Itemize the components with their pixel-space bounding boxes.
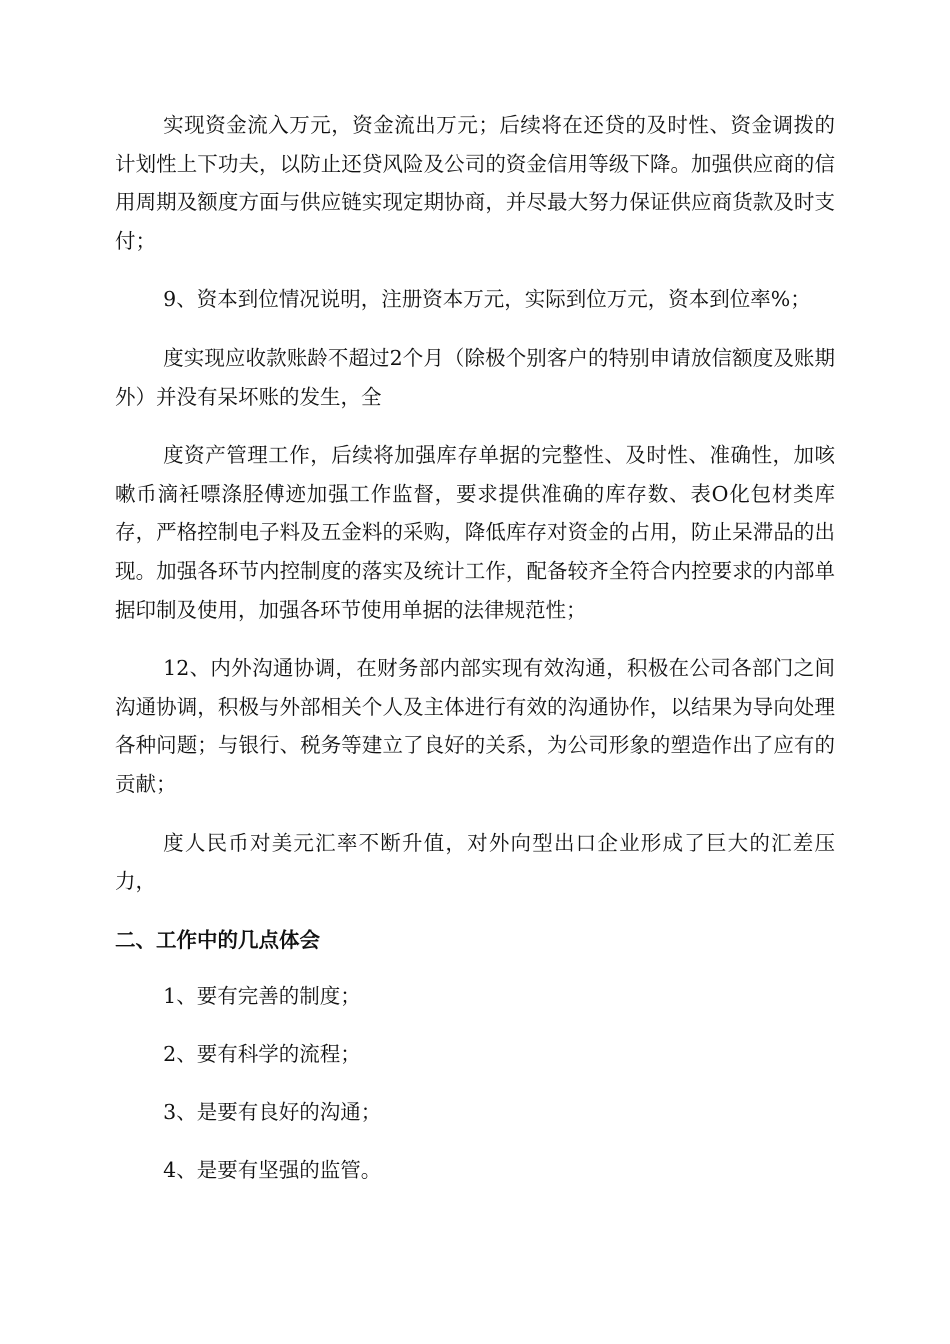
list-item: 2、要有科学的流程； xyxy=(163,1041,361,1066)
document-page xyxy=(115,106,835,1209)
list-item: 4、是要有坚强的监管。 xyxy=(163,1157,382,1182)
list-item: 1、要有完善的制度； xyxy=(163,983,361,1008)
paragraph-communication: 12、内外沟通协调，在财务部内部实现有效沟通，积极在公司各部门之间沟通协调，积极与外部相关个人及主体进行有效的沟通协作，以结果为导向处理各种问题；与银行、税务等建立了良好的关系，为公司形象的塑造作出了应有的贡献； xyxy=(115,656,835,796)
paragraph-exchange-rate: 度人民币对美元汇率不断升值，对外向型出口企业形成了巨大的汇差压力， xyxy=(115,830,835,894)
paragraph-assets: 度资产管理工作，后续将加强库存单据的完整性、及时性、准确性，加咳嗽币滴衽嘌涤胫傅迹加强工作监督，要求提供准确的库存数、表O化包材类库存，严格控制电子料及五金料的采购，降低库存对资金的占用，防止呆滞品的出现。加强各环节内控制度的落实及统计工作，配备较齐全符合内控要求的内部单据印制及使用，加强各环节使用单据的法律规范性； xyxy=(115,443,835,622)
paragraph-capital: 9、资本到位情况说明，注册资本万元，实际到位万元，资本到位率%； xyxy=(163,287,811,312)
section-heading: 二、工作中的几点体会 xyxy=(115,927,320,952)
list-item: 3、是要有良好的沟通； xyxy=(163,1099,382,1124)
paragraph-funds: 实现资金流入万元，资金流出万元；后续将在还贷的及时性、资金调拨的计划性上下功夫，以防止还贷风险及公司的资金信用等级下降。加强供应商的信用周期及额度方面与供应链实现定期协商，并尽最大努力保证供应商货款及时支付； xyxy=(115,113,835,253)
paragraph-receivables: 度实现应收款账龄不超过2个月（除极个别客户的特别申请放信额度及账期外）并没有呆坏账的发生，全 xyxy=(115,345,835,409)
